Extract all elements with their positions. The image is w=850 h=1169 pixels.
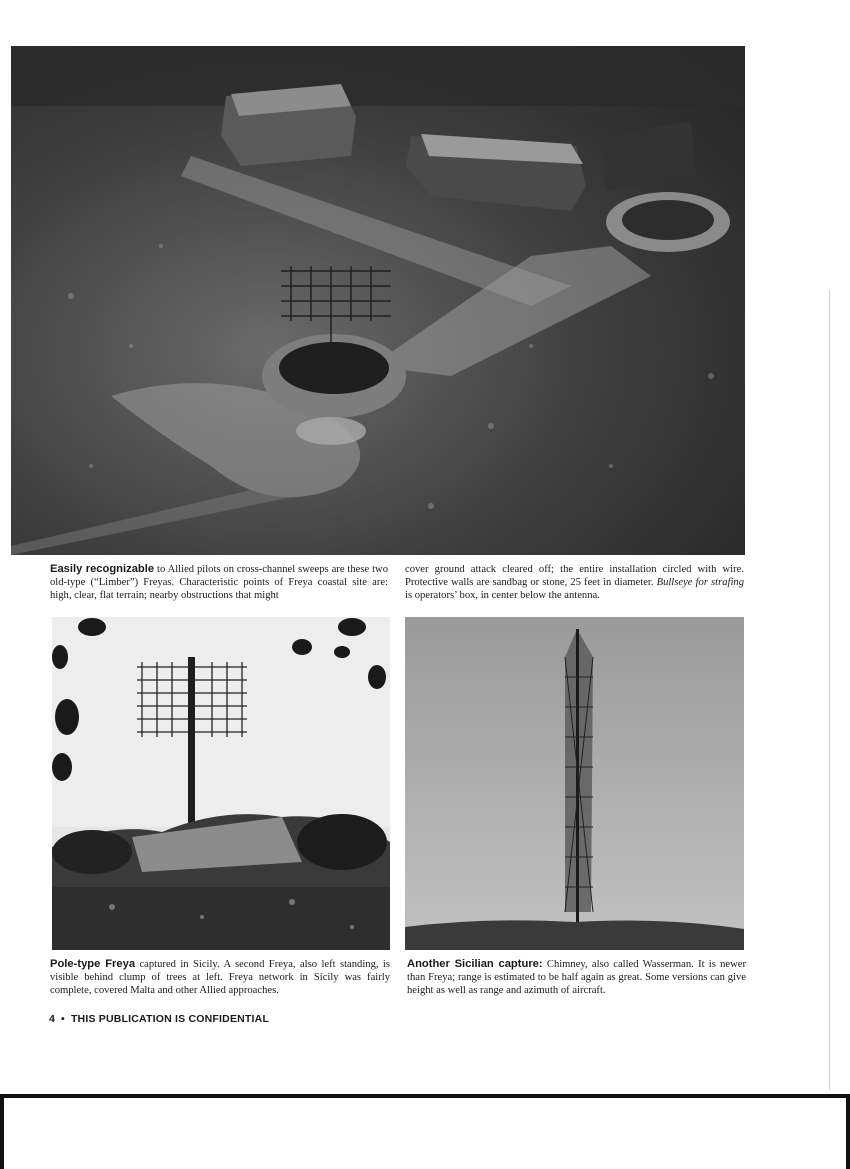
caption-pole-freya	[50, 958, 390, 997]
footer-separator: •	[61, 1013, 65, 1025]
chimney-wasserman-photo	[405, 617, 744, 950]
pole-freya-photo	[52, 617, 390, 950]
caption-aerial-part-2	[405, 563, 744, 602]
scan-bottom-border	[0, 1094, 850, 1098]
confidential-notice: THIS PUBLICATION IS CONFIDENTIAL	[70, 1013, 270, 1025]
caption-chimney	[407, 958, 746, 997]
page-footer	[49, 1013, 269, 1025]
caption-chimney-text: Chimney, also called Wasserman. It is newer than Freya; range is estimated to be half again as great. Some versions can give height as well as range and azimuth of aircraft.	[407, 959, 746, 996]
caption-aerial-italic: Bullseye for strafing	[656, 577, 744, 588]
freya-aerial-photo-image	[11, 46, 745, 555]
scan-left-border	[0, 1094, 4, 1169]
freya-aerial-photo	[11, 46, 745, 555]
caption-aerial-end-text: is operators’ box, in center below the antenna.	[405, 590, 600, 601]
caption-chimney-lead: Another Sicilian capture:	[407, 958, 543, 970]
caption-pole-freya-lead: Pole-type Freya	[50, 958, 136, 970]
caption-aerial-part-1	[50, 563, 388, 602]
pole-freya-photo-image	[52, 617, 390, 950]
page-number: 4	[49, 1013, 56, 1025]
scan-edge-line	[829, 290, 830, 1090]
caption-aerial-continued-text: cover ground attack cleared off; the entire installation circled with wire. Protective walls are sandbag or stone, 25 feet in diameter.	[405, 564, 744, 588]
caption-aerial-lead: Easily recognizable	[50, 563, 155, 575]
caption-aerial-text: to Allied pilots on cross-channel sweeps are these two old-type (“Limber”) Freyas. Characteristic points of Freya coastal site are: high, clear, flat terrain; nearby obstructions that might	[50, 564, 388, 601]
scan-right-border	[846, 1094, 850, 1169]
chimney-wasserman-photo-image	[405, 617, 744, 950]
caption-pole-freya-text: captured in Sicily. A second Freya, also left standing, is visible behind clump of trees at left. Freya network in Sicily was fairly complete, covered Malta and other Allied approaches.	[50, 959, 390, 996]
